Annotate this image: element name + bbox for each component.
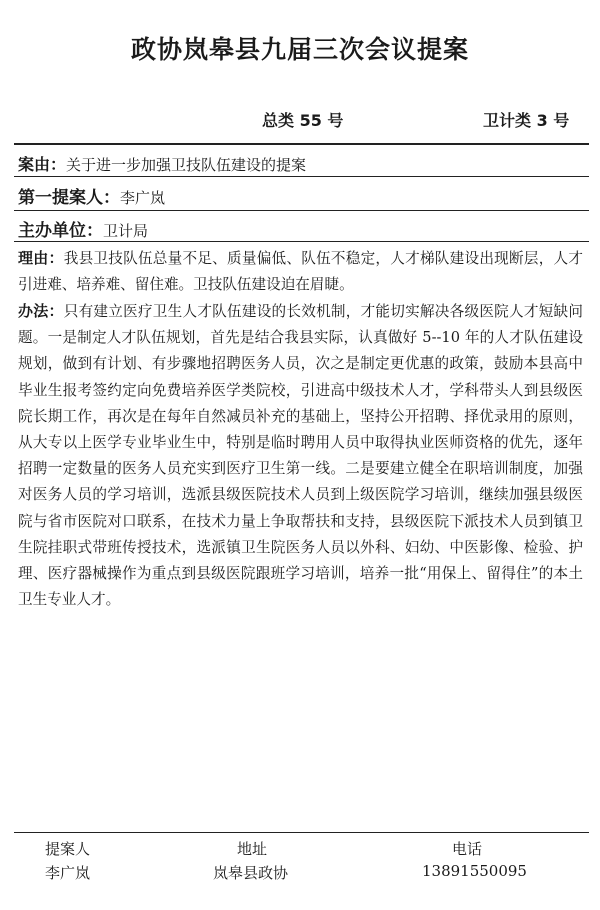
divider [14,241,589,242]
divider [14,210,589,211]
divider [14,176,589,177]
footer-phone-value: 13891550095 [422,862,527,880]
host-unit-row [18,216,588,241]
grounds-paragraph [18,245,583,298]
total-category-number: 总类 55 号 [262,111,344,130]
method-label: 办法： [18,302,64,320]
host-unit-label: 主办单位： [18,221,103,241]
sub-category-number: 卫计类 3 号 [483,111,570,130]
proposer-label: 第一提案人： [18,188,120,208]
footer-divider [14,832,589,833]
header-divider [14,143,589,145]
proposer-value: 李广岚 [120,189,166,207]
footer-proposer-value: 李广岚 [45,864,91,882]
footer-address-value: 岚皋县政协 [213,864,289,882]
reason-row [18,152,588,175]
reason-label: 案由： [18,155,67,174]
grounds-text: 我县卫技队伍总量不足、质量偏低、队伍不稳定，人才梯队建设出现断层，人才引进难、培养难、留住难。卫技队伍建设迫在眉睫。 [18,250,583,294]
grounds-label: 理由： [18,249,64,267]
document-title: 政协岚皋县九届三次会议提案 [130,35,469,64]
footer-phone-header: 电话 [452,840,483,858]
proposer-row [18,183,588,208]
reason-value: 关于进一步加强卫技队伍建设的提案 [66,156,307,174]
footer-address-header: 地址 [237,840,268,858]
method-paragraph [18,298,583,613]
method-text: 只有建立医疗卫生人才队伍建设的长效机制，才能切实解决各级医院人才短缺问题。一是制定人才队伍规划，首先是结合我县实际，认真做好 5--10 年的人才队伍建设规划，做到有计划、有步骤地招聘医务人员，次之是制定更优惠的政策，鼓励本县高中毕业生报考签约定向免费培养医学类院校，引进高中级技术人才，学科带头人到县级医院长期工作，再次是在每年自然减员补充的基础上，坚持公开招聘、择优录用的原则，从大专以上医学专业毕业生中，特别是临时聘用人员中取得执业医师资格的优先，逐年招聘一定数量的医务人员充实到医疗卫生第一线。二是要建立健全在职培训制度，加强对医务人员的学习培训，选派县级医院技术人员到上级医院学习培训，继续加强县级医院与省市医院对口联系，在技术力量上争取帮扶和支持，县级医院下派技术人员到镇卫生院挂职式带班传授技术，选派镇卫生院医务人员以外科、妇幼、中医影像、检验、护理、医疗器械操作为重点到县级医院跟班学习培训，培养一批“用保上、留得住”的本土卫生专业人才。 [18,303,583,609]
footer-proposer-header: 提案人 [45,840,91,858]
host-unit-value: 卫计局 [103,222,149,240]
